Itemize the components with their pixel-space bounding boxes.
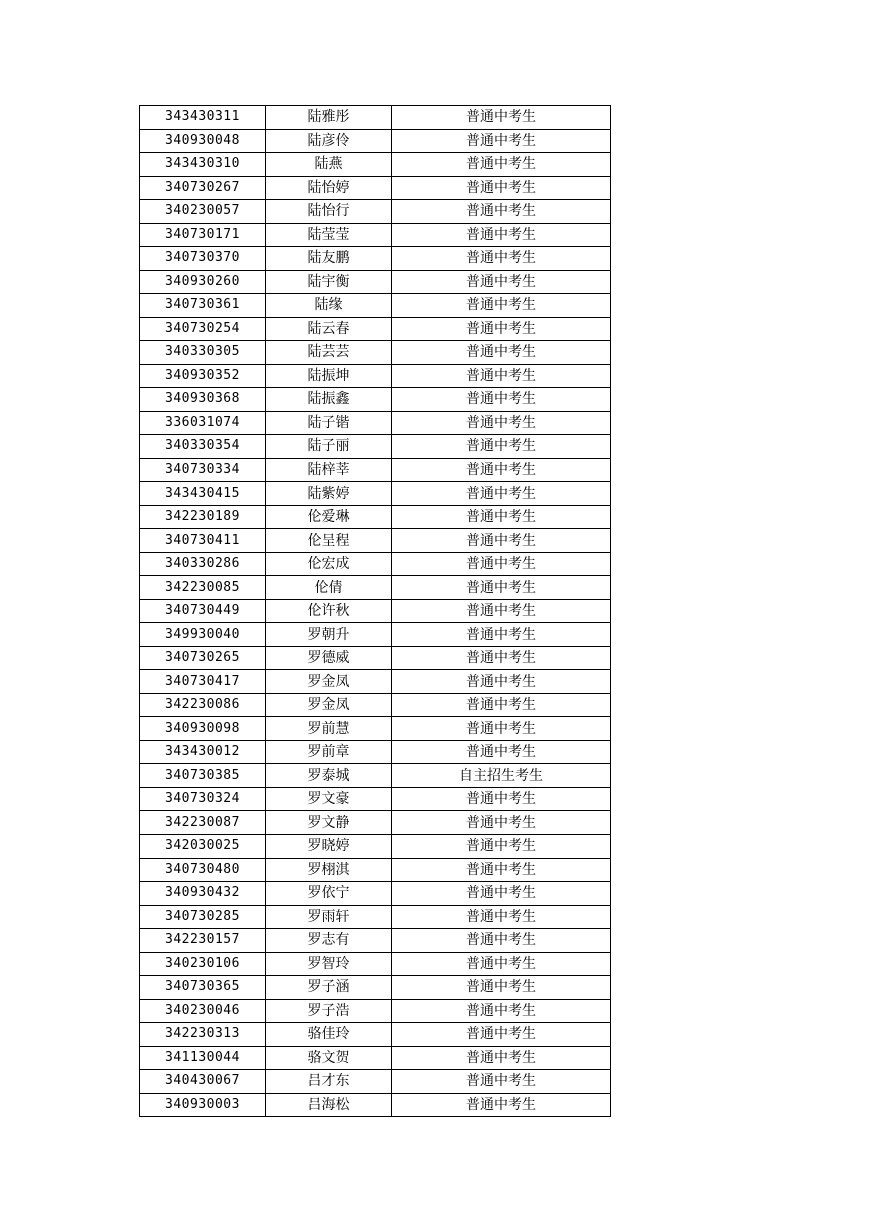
candidate-type-cell: 普通中考生 (392, 223, 611, 247)
candidate-type-cell: 普通中考生 (392, 458, 611, 482)
candidate-name-cell: 罗子浩 (266, 999, 392, 1023)
candidate-type-cell: 普通中考生 (392, 1093, 611, 1117)
candidate-type-cell: 普通中考生 (392, 740, 611, 764)
candidate-name-cell: 陆子锴 (266, 411, 392, 435)
candidate-name-cell: 陆振鑫 (266, 388, 392, 412)
candidate-name-cell: 伦倩 (266, 576, 392, 600)
candidate-type-cell: 普通中考生 (392, 176, 611, 200)
candidate-id-cell: 340730171 (140, 223, 266, 247)
candidate-type-cell: 普通中考生 (392, 787, 611, 811)
table-row (140, 176, 611, 200)
candidate-name-cell: 陆云春 (266, 317, 392, 341)
table-row (140, 529, 611, 553)
candidate-type-cell: 普通中考生 (392, 529, 611, 553)
candidate-id-cell: 340730334 (140, 458, 266, 482)
roster-table (139, 105, 611, 1117)
candidate-name-cell: 罗金凤 (266, 693, 392, 717)
table-row (140, 411, 611, 435)
candidate-type-cell: 普通中考生 (392, 599, 611, 623)
candidate-type-cell: 普通中考生 (392, 1023, 611, 1047)
candidate-name-cell: 骆文贺 (266, 1046, 392, 1070)
candidate-type-cell: 普通中考生 (392, 693, 611, 717)
candidate-id-cell: 343430012 (140, 740, 266, 764)
candidate-name-cell: 陆彦伶 (266, 129, 392, 153)
candidate-id-cell: 340930003 (140, 1093, 266, 1117)
candidate-name-cell: 陆雅彤 (266, 106, 392, 130)
table-row (140, 1023, 611, 1047)
candidate-id-cell: 342230157 (140, 929, 266, 953)
candidate-type-cell: 普通中考生 (392, 294, 611, 318)
table-row (140, 787, 611, 811)
table-row (140, 341, 611, 365)
candidate-name-cell: 罗金凤 (266, 670, 392, 694)
candidate-id-cell: 343430310 (140, 153, 266, 177)
candidate-type-cell: 普通中考生 (392, 858, 611, 882)
candidate-name-cell: 罗朝升 (266, 623, 392, 647)
candidate-id-cell: 340730385 (140, 764, 266, 788)
candidate-type-cell: 普通中考生 (392, 129, 611, 153)
candidate-id-cell: 340930098 (140, 717, 266, 741)
candidate-type-cell: 普通中考生 (392, 1070, 611, 1094)
candidate-id-cell: 340730370 (140, 247, 266, 271)
table-row (140, 223, 611, 247)
candidate-id-cell: 340730324 (140, 787, 266, 811)
candidate-name-cell: 罗栩淇 (266, 858, 392, 882)
table-row (140, 976, 611, 1000)
table-row (140, 1046, 611, 1070)
candidate-type-cell: 普通中考生 (392, 388, 611, 412)
table-row (140, 623, 611, 647)
table-row (140, 153, 611, 177)
candidate-type-cell: 普通中考生 (392, 411, 611, 435)
candidate-name-cell: 陆燕 (266, 153, 392, 177)
candidate-name-cell: 罗泰城 (266, 764, 392, 788)
candidate-id-cell: 340230057 (140, 200, 266, 224)
candidate-type-cell: 普通中考生 (392, 200, 611, 224)
table-row (140, 693, 611, 717)
candidate-type-cell: 普通中考生 (392, 623, 611, 647)
table-row (140, 458, 611, 482)
roster-table-body (140, 106, 611, 1117)
candidate-name-cell: 陆怡婷 (266, 176, 392, 200)
candidate-type-cell: 普通中考生 (392, 905, 611, 929)
table-row (140, 858, 611, 882)
candidate-id-cell: 343430415 (140, 482, 266, 506)
candidate-type-cell: 普通中考生 (392, 341, 611, 365)
candidate-type-cell: 普通中考生 (392, 717, 611, 741)
candidate-id-cell: 340730361 (140, 294, 266, 318)
candidate-type-cell: 普通中考生 (392, 1046, 611, 1070)
candidate-name-cell: 吕海松 (266, 1093, 392, 1117)
candidate-type-cell: 普通中考生 (392, 999, 611, 1023)
table-row (140, 435, 611, 459)
candidate-id-cell: 340730285 (140, 905, 266, 929)
candidate-name-cell: 伦许秋 (266, 599, 392, 623)
candidate-name-cell: 吕才东 (266, 1070, 392, 1094)
table-row (140, 270, 611, 294)
candidate-id-cell: 340930432 (140, 882, 266, 906)
table-row (140, 364, 611, 388)
candidate-id-cell: 340930048 (140, 129, 266, 153)
table-row (140, 834, 611, 858)
candidate-id-cell: 340230106 (140, 952, 266, 976)
candidate-name-cell: 陆振坤 (266, 364, 392, 388)
table-row (140, 952, 611, 976)
candidate-id-cell: 340930368 (140, 388, 266, 412)
candidate-name-cell: 陆紫婷 (266, 482, 392, 506)
candidate-type-cell: 普通中考生 (392, 646, 611, 670)
candidate-name-cell: 陆缘 (266, 294, 392, 318)
candidate-id-cell: 349930040 (140, 623, 266, 647)
table-row (140, 599, 611, 623)
table-row (140, 247, 611, 271)
table-row (140, 129, 611, 153)
table-row (140, 552, 611, 576)
table-row (140, 482, 611, 506)
candidate-name-cell: 陆莹莹 (266, 223, 392, 247)
candidate-id-cell: 342030025 (140, 834, 266, 858)
candidate-name-cell: 陆宇衡 (266, 270, 392, 294)
candidate-id-cell: 340730265 (140, 646, 266, 670)
candidate-name-cell: 罗志有 (266, 929, 392, 953)
candidate-id-cell: 340330286 (140, 552, 266, 576)
table-row (140, 1093, 611, 1117)
candidate-name-cell: 伦呈程 (266, 529, 392, 553)
table-row (140, 388, 611, 412)
table-row (140, 740, 611, 764)
candidate-type-cell: 普通中考生 (392, 811, 611, 835)
table-row (140, 717, 611, 741)
candidate-id-cell: 342230189 (140, 505, 266, 529)
candidate-type-cell: 自主招生考生 (392, 764, 611, 788)
candidate-id-cell: 340730449 (140, 599, 266, 623)
candidate-type-cell: 普通中考生 (392, 482, 611, 506)
candidate-type-cell: 普通中考生 (392, 929, 611, 953)
candidate-id-cell: 340730480 (140, 858, 266, 882)
candidate-name-cell: 罗依宁 (266, 882, 392, 906)
candidate-name-cell: 陆友鹏 (266, 247, 392, 271)
candidate-type-cell: 普通中考生 (392, 270, 611, 294)
candidate-type-cell: 普通中考生 (392, 317, 611, 341)
candidate-type-cell: 普通中考生 (392, 505, 611, 529)
candidate-id-cell: 340930260 (140, 270, 266, 294)
candidate-name-cell: 伦宏成 (266, 552, 392, 576)
candidate-name-cell: 罗子涵 (266, 976, 392, 1000)
candidate-name-cell: 陆芸芸 (266, 341, 392, 365)
candidate-name-cell: 罗雨轩 (266, 905, 392, 929)
candidate-type-cell: 普通中考生 (392, 882, 611, 906)
table-row (140, 882, 611, 906)
candidate-name-cell: 罗晓婷 (266, 834, 392, 858)
table-row (140, 317, 611, 341)
candidate-type-cell: 普通中考生 (392, 976, 611, 1000)
candidate-type-cell: 普通中考生 (392, 364, 611, 388)
candidate-name-cell: 罗前慧 (266, 717, 392, 741)
candidate-id-cell: 340730267 (140, 176, 266, 200)
candidate-id-cell: 340730417 (140, 670, 266, 694)
candidate-type-cell: 普通中考生 (392, 435, 611, 459)
candidate-id-cell: 342230085 (140, 576, 266, 600)
candidate-type-cell: 普通中考生 (392, 576, 611, 600)
candidate-name-cell: 陆梓莘 (266, 458, 392, 482)
candidate-type-cell: 普通中考生 (392, 153, 611, 177)
candidate-id-cell: 340230046 (140, 999, 266, 1023)
table-row (140, 811, 611, 835)
candidate-id-cell: 340430067 (140, 1070, 266, 1094)
candidate-name-cell: 陆子丽 (266, 435, 392, 459)
candidate-id-cell: 342230313 (140, 1023, 266, 1047)
table-row (140, 294, 611, 318)
candidate-id-cell: 336031074 (140, 411, 266, 435)
candidate-id-cell: 340930352 (140, 364, 266, 388)
candidate-id-cell: 342230087 (140, 811, 266, 835)
candidate-type-cell: 普通中考生 (392, 552, 611, 576)
candidate-name-cell: 伦爱琳 (266, 505, 392, 529)
table-row (140, 905, 611, 929)
table-row (140, 999, 611, 1023)
table-row (140, 1070, 611, 1094)
candidate-name-cell: 陆怡行 (266, 200, 392, 224)
table-row (140, 576, 611, 600)
candidate-name-cell: 罗文静 (266, 811, 392, 835)
candidate-id-cell: 341130044 (140, 1046, 266, 1070)
candidate-type-cell: 普通中考生 (392, 247, 611, 271)
candidate-name-cell: 骆佳玲 (266, 1023, 392, 1047)
table-row (140, 670, 611, 694)
table-row (140, 106, 611, 130)
table-row (140, 200, 611, 224)
candidate-id-cell: 340730411 (140, 529, 266, 553)
candidate-name-cell: 罗文豪 (266, 787, 392, 811)
candidate-name-cell: 罗前章 (266, 740, 392, 764)
candidate-type-cell: 普通中考生 (392, 670, 611, 694)
candidate-id-cell: 340330354 (140, 435, 266, 459)
candidate-id-cell: 340730365 (140, 976, 266, 1000)
table-row (140, 764, 611, 788)
candidate-type-cell: 普通中考生 (392, 106, 611, 130)
candidate-name-cell: 罗智玲 (266, 952, 392, 976)
candidate-id-cell: 340730254 (140, 317, 266, 341)
table-row (140, 505, 611, 529)
candidate-id-cell: 343430311 (140, 106, 266, 130)
table-row (140, 646, 611, 670)
candidate-id-cell: 340330305 (140, 341, 266, 365)
table-row (140, 929, 611, 953)
candidate-id-cell: 342230086 (140, 693, 266, 717)
candidate-type-cell: 普通中考生 (392, 834, 611, 858)
candidate-type-cell: 普通中考生 (392, 952, 611, 976)
candidate-name-cell: 罗德威 (266, 646, 392, 670)
